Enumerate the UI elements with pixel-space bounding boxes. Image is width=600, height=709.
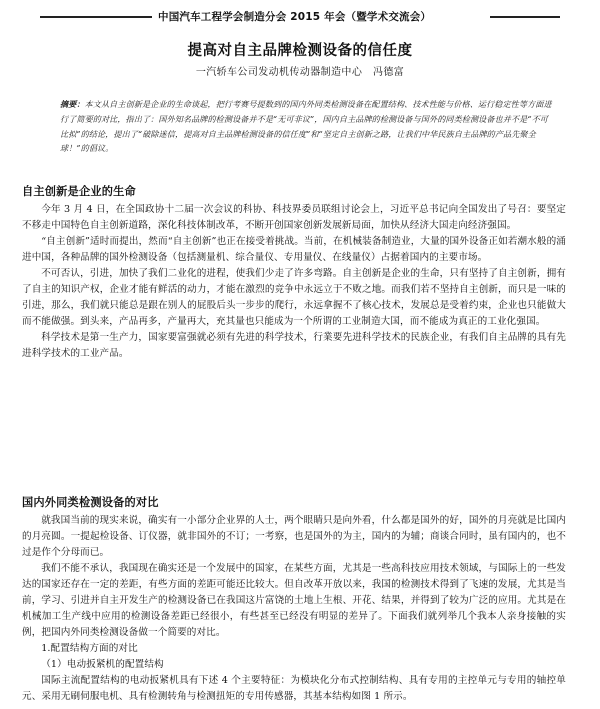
- paper-title: 提高对自主品牌检测设备的信任度: [187, 43, 413, 59]
- section-body-2: [22, 513, 566, 705]
- section-heading-2: 国内外同类检测设备的对比: [22, 496, 159, 509]
- paragraph: 国际主流配置结构的电动扳紧机具有下述 4 个主要特征：为模块化分布式控制结构、具有专用的主控单元与专用的轴控单元、采用无刷伺服电机、具有检测转角与检测扭矩的专用传感器，其基本结构如图 1 所示。: [22, 675, 566, 702]
- paragraph: 不可否认，引进，加快了我们二业化的进程，使我们少走了许多弯路。自主创新是企业的生命，只有坚持了自主创新，拥有了自主的知识产权，企业才能有鲜活的动力，才能在激烈的竞争中永远立于不败之地。而我们若不坚持自主创新，而只是一味的引进，那么，我们就只能总是跟在别人的屁股后头一步步的爬行，永远拿握不了核心技术，发展总是受着约束，企业也只能做大而不能做强。到头来，产品再多，产量再大，充其量也只能成为一个所谓的工业制造大国，而不能成为真正的工业化强国。: [22, 268, 566, 327]
- author-line: 一汽轿车公司发动机传动器制造中心 冯德富: [195, 67, 405, 78]
- subheading: 1.配置结构方面的对比: [41, 643, 138, 654]
- paragraph: 科学技术是第一生产力，国家要富强就必须有先进的科学技术，行業要先进科学技术的民族企业，有我们自主品牌的具有先进科学技术的工业产品。: [22, 332, 566, 359]
- abstract-label: 摘要：: [60, 99, 85, 109]
- header-rule-left: [40, 16, 152, 18]
- abstract-text: 本文从自主创新是企业的生命谈起，把行考赛号提数到的国内外同类检测设备在配置结构、技术性能与价格、运行稳定性等方面进行了简要的对比，指出了：国外知名品牌的检测设备并不是“无可非议”，国内自主品牌的检测设备与国外的同类检测设备也并不是“不可比拟”的结论，提出了“破除迷信，提高对自主品牌检测设备的信任度”和“坚定自主创新之路，让我们中华民族自主品牌的产品先聚全球！”的倡议。: [60, 99, 552, 154]
- paragraph: 我们不能不承认，我国现在确实还是一个发展中的国家，在某些方面，尤其是一些高科技应用技术领域，与国际上的一些发达的国家还存在一定的差距，有些方面的差距可能还比较大。但自改革开放以来，我国的检测技术得到了飞速的发展，尤其是当前，学习、引进并自主开发生产的检测设备已在我国这片富饶的土地上生根、开花、结果，并得到了较为广泛的应用。尤其是在机械加工生产线中应用的检测设备差距已经很小，有些甚至已经没有明显的差异了。下面我们就列举几个我本人亲身接触的实例，把国内外同类检测设备做一个简要的对比。: [22, 563, 566, 638]
- subsubheading: （1）电动扳紧机的配置结构: [41, 659, 164, 670]
- header-rule-right: [490, 16, 560, 18]
- abstract: [60, 97, 554, 156]
- section-heading-1: 自主创新是企业的生命: [22, 185, 136, 198]
- paragraph: 今年 3 月 4 日，在全国政协十二届一次会议的科协、科技界委员联组讨论会上，习近平总书记向全国发出了号召：要坚定不移走中国特色自主创新道路，深化科技体制改革，不断开创国家创新发展新局面，加快从经济大国走向经济强国。: [22, 204, 566, 231]
- paragraph: “自主创新”适时而提出，然而“自主创新”也正在接受着挑战。当前，在机械装备制造业，大量的国外设备正如若潮水般的涌进中国，各种品牌的国外检测设备（包括测量机、综合量仪、专用量仪、在线量仪）占据着国内的主要市场。: [22, 236, 566, 263]
- section-body-1: [22, 202, 566, 362]
- running-header: [40, 8, 560, 26]
- header-text: 中国汽车工程学会制造分会 2015 年会（暨学术交流会）: [158, 11, 432, 23]
- paragraph: 就我国当前的现实来说，确实有一小部分企业界的人士，两个眼睛只是向外看，什么都是国外的好，国外的月亮就是比国内的月亮圆。一提起检设备、订仪器，就非国外的不订；一考察，也是国外的为主，国内的为辅；商谈合同时，虽有国内的，也不过是作个分母而已。: [22, 515, 566, 558]
